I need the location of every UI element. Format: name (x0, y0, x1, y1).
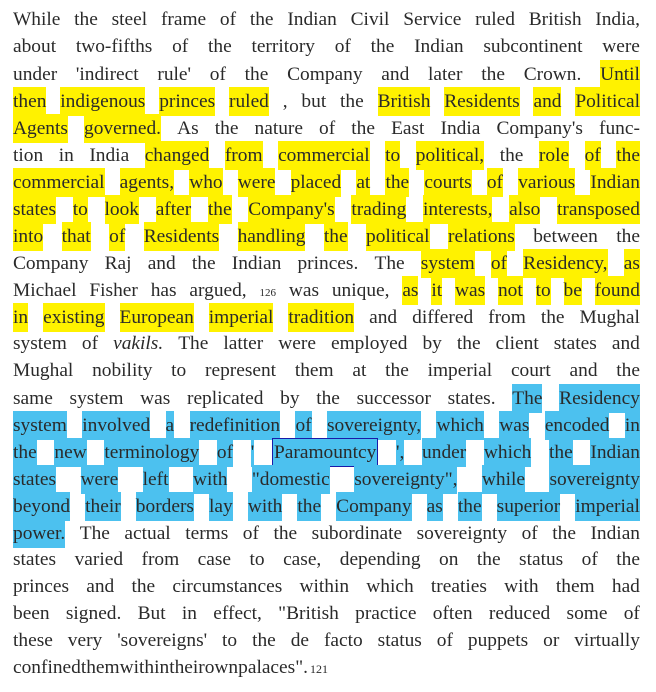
text-word: Indian (414, 36, 464, 57)
highlighted-word-blue: the (13, 438, 37, 467)
highlighted-word-yellow: changed (145, 141, 210, 170)
text-word: Fisher (89, 280, 138, 301)
text-word: same (13, 388, 53, 409)
text-word: the (481, 64, 505, 85)
highlighted-word-yellow: of (585, 141, 601, 170)
text-line (13, 546, 640, 573)
highlighted-word-yellow: indigenous (60, 87, 145, 116)
highlighted-word-blue: the (297, 492, 321, 521)
highlighted-word-blue: of (217, 438, 233, 467)
text-word: of (209, 64, 226, 85)
text-word: circumstances (172, 576, 283, 597)
highlighted-word-yellow: not (498, 276, 523, 305)
text-word: Mughal (13, 360, 74, 381)
highlighted-word-blue: in (625, 411, 640, 440)
highlighted-word-yellow: ruled (229, 87, 269, 116)
text-word: them (80, 657, 120, 678)
highlighted-word-yellow: also (509, 195, 540, 224)
highlighted-word-yellow: interests, (423, 195, 492, 224)
text-word: of (623, 603, 640, 624)
text-word: and (86, 576, 115, 597)
text-word: court (510, 360, 551, 381)
text-word: within (119, 657, 170, 678)
text-word: India (440, 118, 481, 139)
text-word: func- (598, 118, 640, 139)
text-line (13, 6, 640, 33)
text-word: status (519, 549, 564, 570)
highlighted-word-blue: left (143, 465, 169, 494)
text-word: has (150, 280, 177, 301)
highlighted-word-blue: Paramountcy (272, 438, 378, 467)
text-line (13, 654, 640, 681)
text-word: steel (111, 9, 148, 30)
text-word: system (69, 388, 124, 409)
highlighted-word-yellow: after (156, 195, 192, 224)
highlighted-word-blue: sovereignty", (354, 465, 457, 494)
text-word: rule' (157, 64, 192, 85)
highlighted-word-yellow: to (385, 141, 400, 170)
text-word: depending (339, 549, 421, 570)
highlighted-word-yellow: Indian (590, 168, 640, 197)
highlighted-word-blue: the (458, 492, 482, 521)
text-word: of (521, 523, 538, 544)
text-word: Company (287, 64, 363, 85)
text-word: terms (185, 523, 229, 544)
text-word: the (385, 360, 409, 381)
text-word: ruled (475, 9, 515, 30)
highlighted-word-yellow: the (324, 222, 348, 251)
text-word: of (436, 630, 453, 651)
highlighted-word-blue: involved (82, 411, 150, 440)
text-word: puppets (467, 630, 529, 651)
text-word: successor (356, 388, 431, 409)
text-word: nature (254, 118, 303, 139)
text-word: which (366, 576, 414, 597)
highlighted-word-blue: a (166, 411, 175, 440)
text-word: and (147, 253, 176, 274)
text-word: by (280, 388, 300, 409)
highlighted-word-blue: lay (209, 492, 233, 521)
text-word: the (499, 145, 524, 166)
highlighted-word-yellow: European (120, 303, 194, 332)
text-word: and (381, 64, 410, 85)
text-word: Indian (231, 253, 282, 274)
text-word: nobility (92, 360, 153, 381)
text-line (13, 87, 640, 114)
text-word: Indian (287, 9, 337, 30)
text-word: case (197, 549, 232, 570)
text-word: of (219, 9, 237, 30)
text-word: to (171, 360, 187, 381)
text-word: East (391, 118, 425, 139)
text-word: at (352, 360, 367, 381)
text-word: effect, (213, 603, 262, 624)
highlighted-word-yellow: British (378, 87, 431, 116)
text-word: them (555, 576, 595, 597)
highlighted-word-yellow: the (208, 195, 232, 224)
text-word: often (432, 603, 473, 624)
text-word: Crown. (523, 64, 582, 85)
text-word: were (278, 333, 316, 354)
text-word: the (616, 226, 640, 247)
highlighted-word-blue: sovereignty (549, 465, 639, 494)
text-word: latter (223, 333, 264, 354)
text-word: British (528, 9, 582, 30)
highlighted-word-yellow: governed. (84, 114, 161, 143)
text-word: Raj (104, 253, 132, 274)
text-line (13, 249, 640, 276)
text-word: states (13, 549, 57, 570)
text-word: of (242, 523, 259, 544)
text-line (13, 141, 640, 168)
text-line (13, 168, 640, 195)
text-word: by (422, 333, 442, 354)
highlighted-word-yellow: of (491, 249, 507, 278)
text-word: but (301, 91, 327, 112)
text-word: was (140, 388, 171, 409)
text-word: unique, (331, 280, 390, 301)
highlighted-word-blue: which (436, 411, 483, 440)
text-word: Civil (350, 9, 390, 30)
highlighted-word-yellow: Political (575, 87, 640, 116)
highlighted-word-blue: as (427, 492, 443, 521)
text-word: the (616, 360, 640, 381)
text-word: the (207, 36, 232, 57)
highlighted-word-yellow: and (533, 87, 561, 116)
text-word: the (552, 523, 576, 544)
highlighted-word-yellow: commercial (13, 168, 105, 197)
text-word: argued, (189, 280, 247, 301)
text-word: two-fifths (75, 36, 153, 57)
highlighted-word-yellow: political (366, 222, 430, 251)
text-word: palaces". (238, 657, 308, 678)
text-word: Service (403, 9, 462, 30)
highlighted-word-yellow: states (13, 195, 56, 224)
text-word: 'indirect (75, 64, 139, 85)
text-word: in (58, 145, 74, 166)
highlighted-word-yellow: placed (291, 168, 342, 197)
text-word: between (533, 226, 598, 247)
text-word: and (569, 360, 598, 381)
text-word: the (476, 549, 501, 570)
text-word: of (172, 36, 189, 57)
highlighted-word-yellow: existing (43, 303, 104, 332)
text-word: While (13, 9, 61, 30)
text-word: the (316, 388, 340, 409)
text-word: of (334, 36, 351, 57)
text-word: princes (13, 576, 69, 597)
highlighted-word-yellow: it (431, 276, 442, 305)
highlighted-word-yellow: be (564, 276, 582, 305)
text-word: But (137, 603, 166, 624)
text-word: been (13, 603, 50, 624)
highlighted-word-yellow: as (624, 249, 640, 278)
highlighted-word-yellow: at (356, 168, 370, 197)
text-word: within (299, 576, 350, 597)
text-word: the (273, 523, 298, 544)
highlighted-word-blue: encoded (545, 411, 610, 440)
highlighted-word-yellow: then (13, 87, 46, 116)
text-word: Company's (496, 118, 583, 139)
highlighted-word-blue: with (248, 492, 282, 521)
text-word: princes. (297, 253, 359, 274)
text-line (13, 600, 640, 627)
highlighted-word-yellow: Company's (248, 195, 334, 224)
highlighted-word-blue: power. (13, 519, 65, 548)
highlighted-word-blue: redefinition (190, 411, 280, 440)
text-word: or (543, 630, 560, 651)
highlighted-word-blue: while (482, 465, 525, 494)
text-word: the (616, 549, 640, 570)
text-word: some (566, 603, 608, 624)
text-word: signed. (65, 603, 122, 624)
text-word: facto (323, 630, 363, 651)
text-word: 126 (259, 287, 277, 299)
text-word: the (191, 253, 216, 274)
text-word: Indian (590, 523, 640, 544)
text-word: own (204, 657, 239, 678)
highlighted-word-yellow: Residency, (523, 249, 607, 278)
text-word: imperial (427, 360, 493, 381)
text-word: India (89, 145, 130, 166)
highlighted-word-yellow: were (238, 168, 276, 197)
text-word: , (282, 91, 288, 112)
highlighted-word-yellow: trading (351, 195, 406, 224)
highlighted-word-yellow: role (539, 141, 569, 170)
highlighted-word-yellow: to (536, 276, 551, 305)
text-word: vakils. (113, 333, 164, 354)
highlighted-word-blue: their (85, 492, 121, 521)
text-word: India, (595, 9, 640, 30)
text-word: practice (355, 603, 417, 624)
text-line (13, 303, 640, 330)
highlighted-word-blue: with (193, 465, 227, 494)
highlighted-word-yellow: Until (600, 60, 640, 89)
text-word: were (602, 36, 640, 57)
text-word: of (319, 118, 336, 139)
highlighted-word-yellow: transposed (557, 195, 640, 224)
text-word: the (540, 307, 565, 328)
highlighted-word-yellow: relations (448, 222, 515, 251)
highlighted-word-yellow: system (421, 249, 475, 278)
highlighted-word-yellow: the (385, 168, 409, 197)
text-word: to (249, 549, 265, 570)
text-line (13, 60, 640, 87)
highlighted-word-blue: were (81, 465, 119, 494)
text-word: subcontinent (483, 36, 583, 57)
text-word: the (214, 118, 239, 139)
text-word: territory (251, 36, 315, 57)
text-word: 'sovereigns' (117, 630, 208, 651)
text-line (13, 465, 640, 492)
highlighted-word-blue: the (549, 438, 573, 467)
text-word: Company (13, 253, 89, 274)
highlighted-word-blue: Company (336, 492, 411, 521)
text-word: to (222, 630, 238, 651)
highlighted-word-yellow: commercial (278, 141, 370, 170)
text-line (13, 330, 640, 357)
highlighted-word-blue: superior (497, 492, 561, 521)
highlighted-word-blue: beyond (13, 492, 70, 521)
highlighted-word-yellow: courts (424, 168, 471, 197)
highlighted-word-yellow: Residents (144, 222, 219, 251)
text-word: tion (13, 145, 44, 166)
highlighted-word-blue: The (512, 384, 542, 413)
highlighted-word-yellow: was (455, 276, 485, 305)
text-word: had (611, 576, 640, 597)
highlighted-word-blue: sovereignty, (327, 411, 421, 440)
text-line (13, 276, 640, 303)
text-word: the (351, 118, 375, 139)
text-word: the (370, 36, 395, 57)
text-word: The (79, 523, 110, 544)
text-word: system (13, 333, 67, 354)
text-word: The (178, 333, 209, 354)
text-word: 121 (309, 662, 328, 676)
text-word: differed (412, 307, 474, 328)
text-line (13, 222, 640, 249)
text-word: subordinate (311, 523, 403, 544)
text-word: their (169, 657, 205, 678)
highlighted-word-yellow: handling (238, 222, 306, 251)
highlighted-word-yellow: imperial (209, 303, 274, 332)
text-line (13, 33, 640, 60)
highlighted-word-yellow: princes (159, 87, 215, 116)
text-word: employed (330, 333, 408, 354)
text-line (13, 492, 640, 519)
text-line (13, 357, 640, 384)
highlighted-word-yellow: of (109, 222, 125, 251)
highlighted-word-yellow: in (13, 303, 28, 332)
highlighted-word-blue: states (13, 465, 56, 494)
highlighted-word-yellow: found (595, 276, 640, 305)
highlighted-word-yellow: as (402, 276, 418, 305)
text-word: client (495, 333, 539, 354)
text-word: from (488, 307, 526, 328)
text-word: Michael (13, 280, 77, 301)
text-line (13, 627, 640, 654)
text-word: As (177, 118, 199, 139)
highlighted-word-blue: terminology (104, 438, 199, 467)
text-word: the (456, 333, 481, 354)
text-word: represent (205, 360, 277, 381)
text-word: very (67, 630, 103, 651)
text-word: and (611, 333, 640, 354)
text-word: treaties (430, 576, 487, 597)
highlighted-word-blue: new (54, 438, 86, 467)
text-line (13, 573, 640, 600)
text-word: the (131, 576, 156, 597)
text-word: in (181, 603, 198, 624)
text-word: reduced (488, 603, 551, 624)
text-word: de (290, 630, 310, 651)
highlighted-word-blue: Indian (590, 438, 640, 467)
highlighted-word-blue: system (13, 411, 67, 440)
highlighted-word-blue: imperial (575, 492, 640, 521)
text-word: later (428, 64, 463, 85)
text-line (13, 411, 640, 438)
highlighted-word-blue: ' (251, 438, 255, 467)
text-word: actual (124, 523, 171, 544)
text-word: them (294, 360, 334, 381)
text-word: replicated (186, 388, 264, 409)
highlighted-word-blue: was (499, 411, 529, 440)
text-word: of (581, 549, 598, 570)
text-word: virtually (574, 630, 640, 651)
highlighted-word-yellow: look (105, 195, 139, 224)
text-word: the (244, 64, 269, 85)
text-word: the (249, 9, 274, 30)
text-word: states (553, 333, 597, 354)
text-word: Mughal (579, 307, 640, 328)
text-word: case, (283, 549, 322, 570)
text-line (13, 114, 640, 141)
highlighted-word-yellow: to (73, 195, 88, 224)
text-word: from (141, 549, 180, 570)
text-line (13, 384, 640, 411)
text-word: status (377, 630, 422, 651)
text-word: was (288, 280, 320, 301)
highlighted-word-yellow: various (518, 168, 575, 197)
text-word: The (374, 253, 405, 274)
text-word: with (504, 576, 539, 597)
text-line (13, 195, 640, 222)
text-word: the (252, 630, 276, 651)
highlighted-word-blue: under (422, 438, 466, 467)
highlighted-word-yellow: Agents (13, 114, 68, 143)
highlighted-word-blue: ', (396, 438, 404, 467)
text-word: confined (13, 657, 81, 678)
highlighted-word-yellow: Residents (444, 87, 519, 116)
text-line (13, 438, 640, 465)
text-word: the (74, 9, 98, 30)
text-word: states. (447, 388, 496, 409)
highlighted-word-yellow: the (616, 141, 640, 170)
text-line (13, 519, 640, 546)
highlighted-word-yellow: who (189, 168, 222, 197)
text-word: about (13, 36, 57, 57)
highlighted-word-blue: which (484, 438, 531, 467)
highlighted-word-yellow: that (62, 222, 91, 251)
text-word: the (340, 91, 364, 112)
highlighted-word-blue: borders (136, 492, 194, 521)
text-word: frame (160, 9, 207, 30)
highlighted-word-blue: Residency (559, 384, 640, 413)
text-word: under (13, 64, 58, 85)
text-word: sovereignty (416, 523, 508, 544)
highlighted-word-yellow: into (13, 222, 43, 251)
highlighted-word-yellow: agents, (120, 168, 174, 197)
text-word: varied (74, 549, 124, 570)
text-word: of (81, 333, 99, 354)
text-word: on (439, 549, 459, 570)
highlighted-word-yellow: political, (416, 141, 484, 170)
highlighted-word-blue: of (295, 411, 311, 440)
highlighted-word-yellow: from (225, 141, 263, 170)
highlighted-word-blue: "domestic (252, 465, 330, 494)
text-word: these (13, 630, 53, 651)
text-word: "British (278, 603, 339, 624)
highlighted-word-yellow: of (487, 168, 503, 197)
text-word: and (369, 307, 398, 328)
highlighted-word-yellow: tradition (288, 303, 354, 332)
